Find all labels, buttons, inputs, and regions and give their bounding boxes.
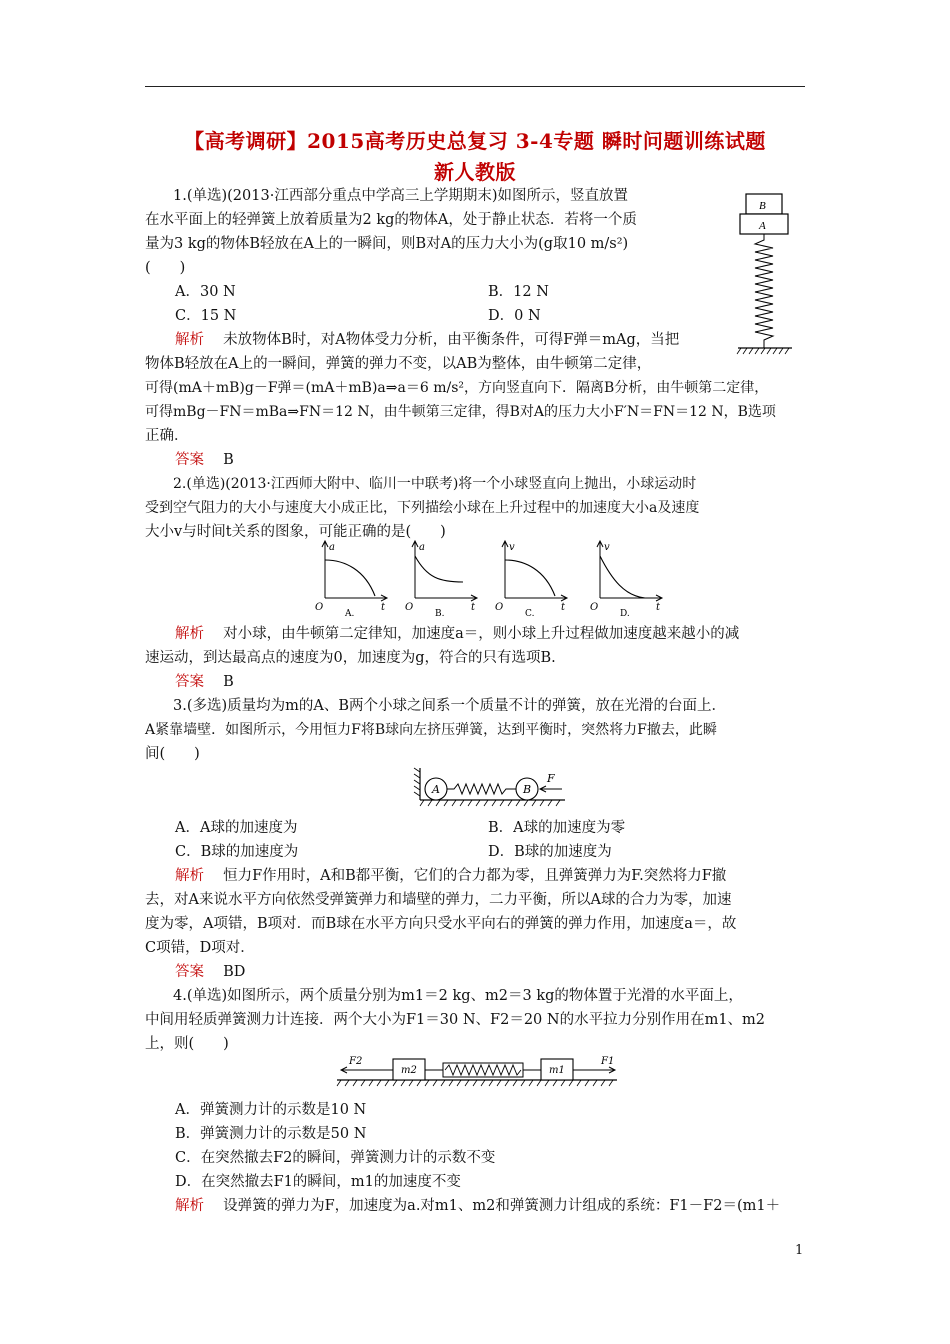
graph-d-caption: D.: [620, 609, 630, 618]
q4-option-c: C．在突然撤去F2的瞬间，弹簧测力计的示数不变: [175, 1150, 496, 1166]
force-label: F: [547, 772, 555, 785]
q3-line-2: A紧靠墙壁．如图所示，今用恒力F将B球向左挤压弹簧，达到平衡时，突然将力F撤去，此瞬: [145, 722, 717, 738]
q1-analysis-label: 解析: [175, 332, 204, 348]
q3-balls-figure: [410, 766, 570, 812]
q3-analysis-line-3: 度为零，A项错，B项对．而B球在水平方向只受水平向右的弹簧的弹力作用，加速度a＝，故: [145, 916, 737, 932]
q1-option-d: D．0 N: [488, 308, 541, 324]
q1-line-2: 在水平面上的轻弹簧上放着质量为2 kg的物体A，处于静止状态．若将一个质: [145, 212, 637, 228]
q1-option-b: B．12 N: [488, 284, 549, 300]
q3-option-c: C．B球的加速度为: [175, 844, 299, 860]
q4-blocks-figure: [335, 1052, 620, 1092]
graph-d-y-label: v: [604, 542, 610, 553]
horizontal-spring: [447, 784, 516, 794]
q1-analysis-line-4: 可得mBg－FN＝mBa⇒FN＝12 N，由牛顿第三定律，得B对A的压力大小F′N＝FN＝12 N，B选项: [145, 404, 776, 420]
graph-b: [405, 541, 477, 618]
q4-option-d: D．在突然撤去F1的瞬间，m1的加速度不变: [175, 1174, 461, 1190]
q1-answer: B: [223, 452, 234, 468]
title-line-1: 【高考调研】2015高考历史总复习 3-4专题 瞬时问题训练试题: [184, 129, 766, 153]
block-m1-label: m1: [549, 1065, 565, 1076]
graph-b-x-label: t: [471, 602, 476, 613]
q4-option-a: A．弹簧测力计的示数是10 N: [175, 1102, 367, 1118]
q1-option-a: A．30 N: [175, 284, 236, 300]
graph-d: [590, 541, 662, 618]
q4-line-1: 4.(单选)如图所示，两个质量分别为m1＝2 kg、m2＝3 kg的物体置于光滑的水平面上，: [173, 988, 743, 1004]
q2-analysis-line-1: [175, 622, 840, 646]
block-a-label: A: [759, 220, 766, 232]
q3-answer: BD: [223, 964, 246, 980]
q1-analysis-text-1: 未放物体B时，对A物体受力分析，由平衡条件，可得F弹＝mAg，当把: [223, 332, 680, 348]
q2-line-3: 大小v与时间t关系的图象，可能正确的是( ): [145, 524, 446, 540]
q3-line-1: 3.(多选)质量均为m的A、B两个小球之间系一个质量不计的弹簧，放在光滑的台面上．: [173, 698, 727, 714]
title-line-2: 新人教版: [434, 160, 516, 184]
graph-c-y-label: v: [509, 542, 515, 553]
graph-c-origin: O: [495, 602, 504, 613]
q3-analysis-line-1: [175, 864, 810, 888]
graph-d-origin: O: [590, 602, 599, 613]
q2-line-1: 2.(单选)(2013·江西师大附中、临川一中联考)将一个小球竖直向上抛出，小球运动时: [173, 476, 697, 492]
q1-line-3: 量为3 kg的物体B轻放在A上的一瞬间，则B对A的压力大小为(g取10 m/s²): [145, 236, 629, 252]
graph-a: [315, 541, 387, 618]
graph-b-origin: O: [405, 602, 414, 613]
graph-a-x-label: t: [381, 602, 386, 613]
q3-answer-line: [175, 960, 840, 984]
graph-a-caption: A.: [345, 609, 355, 618]
q2-analysis-text-1: 对小球，由牛顿第二定律知，加速度a＝，则小球上升过程做加速度越来越小的减: [223, 626, 740, 642]
q2-answer: B: [223, 674, 234, 690]
q4-analysis-label: 解析: [175, 1198, 204, 1214]
q3-option-b: B．A球的加速度为零: [488, 820, 626, 836]
q2-answer-line: [175, 670, 840, 694]
page-number: 1: [795, 1243, 804, 1258]
q2-answer-label: 答案: [175, 674, 204, 690]
q4-line-2: 中间用轻质弹簧测力计连接．两个大小为F1＝30 N、F2＝20 N的水平拉力分别作用在m1、m2: [145, 1012, 766, 1028]
q1-line-1: 1.(单选)(2013·江西部分重点中学高三上学期期末)如图所示，竖直放置: [173, 188, 628, 204]
q3-analysis-label: 解析: [175, 868, 204, 884]
header-rule: [145, 86, 805, 87]
q4-analysis-text-1: 设弹簧的弹力为F，加速度为a.对m1、m2和弹簧测力计组成的系统：F1－F2＝(m1＋: [223, 1198, 781, 1214]
q3-answer-label: 答案: [175, 964, 204, 980]
q3-analysis-line-2: 去，对A来说水平方向依然受弹簧弹力和墙壁的弹力，二力平衡，所以A球的合力为零，加速: [145, 892, 732, 908]
q3-analysis-text-1: 恒力F作用时，A和B都平衡，它们的合力都为零，且弹簧弹力为F.突然将力F撤: [223, 868, 727, 884]
q1-answer-label: 答案: [175, 452, 204, 468]
q4-analysis-line-1: [175, 1194, 810, 1218]
graph-c-x-label: t: [561, 602, 566, 613]
q1-analysis-line-3: 可得(mA＋mB)g－F弹＝(mA＋mB)a⇒a＝6 m/s²，方向竖直向下．隔离B分析，由牛顿第二定律，: [145, 380, 769, 396]
q1-answer-line: [175, 448, 840, 472]
q4-option-b: B．弹簧测力计的示数是50 N: [175, 1126, 367, 1142]
q1-analysis-line-2: 物体B轻放在A上的一瞬间，弹簧的弹力不变，以AB为整体，由牛顿第二定律，: [145, 356, 652, 372]
graph-d-x-label: t: [656, 602, 661, 613]
vertical-spring: [755, 234, 773, 348]
force-f1-label: F1: [601, 1056, 615, 1067]
block-m2-label: m2: [401, 1065, 417, 1076]
block-b-label: B: [759, 200, 766, 212]
q4-line-3: 上，则( ): [145, 1036, 229, 1052]
q1-option-c: C．15 N: [175, 308, 237, 324]
q3-line-3: 间( ): [145, 746, 200, 762]
q1-line-4: ( ): [145, 260, 186, 276]
q1-spring-figure: [735, 192, 795, 358]
graph-c-caption: C.: [525, 609, 535, 618]
q2-analysis-line-2: 速运动，到达最高点的速度为0，加速度为g，符合的只有选项B.: [145, 650, 556, 666]
q2-line-2: 受到空气阻力的大小与速度大小成正比，下列描绘小球在上升过程中的加速度大小a及速度: [145, 500, 700, 516]
q3-option-d: D．B球的加速度为: [488, 844, 612, 860]
q2-graphs-figure: [305, 538, 685, 618]
graph-c: [495, 541, 567, 618]
ball-a-label: A: [432, 783, 440, 796]
q3-analysis-line-4: C项错，D项对．: [145, 940, 255, 956]
graph-b-y-label: a: [419, 542, 425, 553]
graph-a-origin: O: [315, 602, 324, 613]
q1-analysis-line-5: 正确．: [145, 428, 189, 444]
q3-option-a: A．A球的加速度为: [175, 820, 298, 836]
force-f2-label: F2: [349, 1056, 363, 1067]
graph-a-y-label: a: [329, 542, 335, 553]
q2-analysis-label: 解析: [175, 626, 204, 642]
graph-b-caption: B.: [435, 609, 445, 618]
ball-b-label: B: [523, 783, 532, 796]
q1-analysis-line-1: [175, 328, 735, 352]
